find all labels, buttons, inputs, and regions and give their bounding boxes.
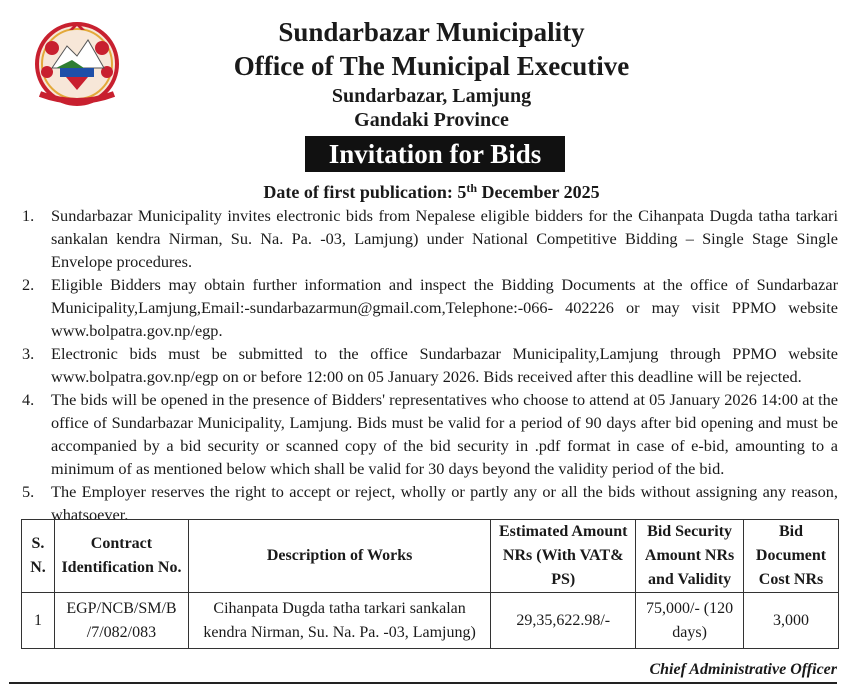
item-text: The bids will be opened in the presence of Bidders' representatives who choose to attend at 05 January 2026 14:00 at the office of Sundarbazar Municipality, Lamjung. Bids must be valid for a period of 90 days after bid opening and must be accompanied by a bid security or scanned copy of the bid security in .pdf format in case of e-bid, amounting to a minimum of as mentioned below which shall be valid for 30 days beyond the validity period of the bid.: [51, 390, 838, 478]
cell-sn: 1: [22, 593, 55, 649]
item-number: 4.: [22, 390, 35, 409]
signatory: Chief Administrative Officer: [649, 661, 837, 678]
office-title: Office of The Municipal Executive: [233, 51, 630, 81]
col-sn: S. N.: [22, 520, 55, 593]
municipality-title: Sundarbazar Municipality: [278, 17, 585, 47]
col-estimate: Estimated Amount NRs (With VAT& PS): [491, 520, 636, 593]
notice-item: [10, 204, 838, 273]
item-number: 3.: [22, 344, 35, 363]
col-doc-cost: Bid Document Cost NRs: [744, 520, 839, 593]
publication-label: Date of first publication: 5: [263, 182, 467, 202]
cell-contract-id: EGP/NCB/SM/B /7/082/083: [54, 593, 188, 649]
cell-estimate: 29,35,622.98/-: [491, 593, 636, 649]
publication-rest: December 2025: [477, 182, 600, 202]
notice-item: [10, 273, 838, 342]
location-line: Sundarbazar, Lamjung: [331, 85, 532, 107]
col-bid-security: Bid Security Amount NRs and Validity: [636, 520, 744, 593]
province-line: Gandaki Province: [354, 109, 509, 131]
table-header-row: [22, 520, 839, 593]
notice-title-banner: [305, 136, 565, 172]
notice-item: [10, 342, 838, 388]
item-text: The Employer reserves the right to accept or reject, wholly or partly any or all the bids without assigning any reason, whatsoever.: [51, 482, 838, 524]
bid-table: [21, 519, 839, 649]
item-text: Eligible Bidders may obtain further information and inspect the Bidding Documents at the office of Sundarbazar Municipality,Lamjung,Email:-sundarbazarmun@gmail.com,Telephone:-066- 402226 or may visit PPMO website www.bolpatra.gov.np/egp.: [51, 275, 838, 340]
notice-item: [10, 388, 838, 480]
item-number: 1.: [22, 206, 35, 225]
item-text: Electronic bids must be submitted to the office Sundarbazar Municipality,Lamjung through PPMO website www.bolpatra.gov.np/egp on or before 12:00 on 05 January 2026. Bids received after this deadline will be rejected.: [51, 344, 838, 386]
table-row: [22, 593, 839, 649]
publication-sup: th: [466, 181, 478, 195]
item-number: 5.: [22, 482, 35, 501]
cell-doc-cost: 3,000: [744, 593, 839, 649]
notice-title: Invitation for Bids: [328, 139, 542, 169]
item-text: Sundarbazar Municipality invites electronic bids from Nepalese eligible bidders for the Cihanpata Dugda tatha tarkari sankalan kendra Nirman, Su. Na. Pa. -03, Lamjung) under National Competitive Bidding – Single Stage Single Envelope procedures.: [51, 206, 838, 271]
col-description: Description of Works: [188, 520, 490, 593]
item-number: 2.: [22, 275, 35, 294]
col-contract-id: Contract Identification No.: [54, 520, 188, 593]
bottom-rule: [9, 682, 837, 684]
publication-date: [0, 177, 863, 203]
cell-bid-security: 75,000/- (120 days): [636, 593, 744, 649]
notice-items: [10, 204, 838, 526]
cell-description: Cihanpata Dugda tatha tarkari sankalan kendra Nirman, Su. Na. Pa. -03, Lamjung): [188, 593, 490, 649]
